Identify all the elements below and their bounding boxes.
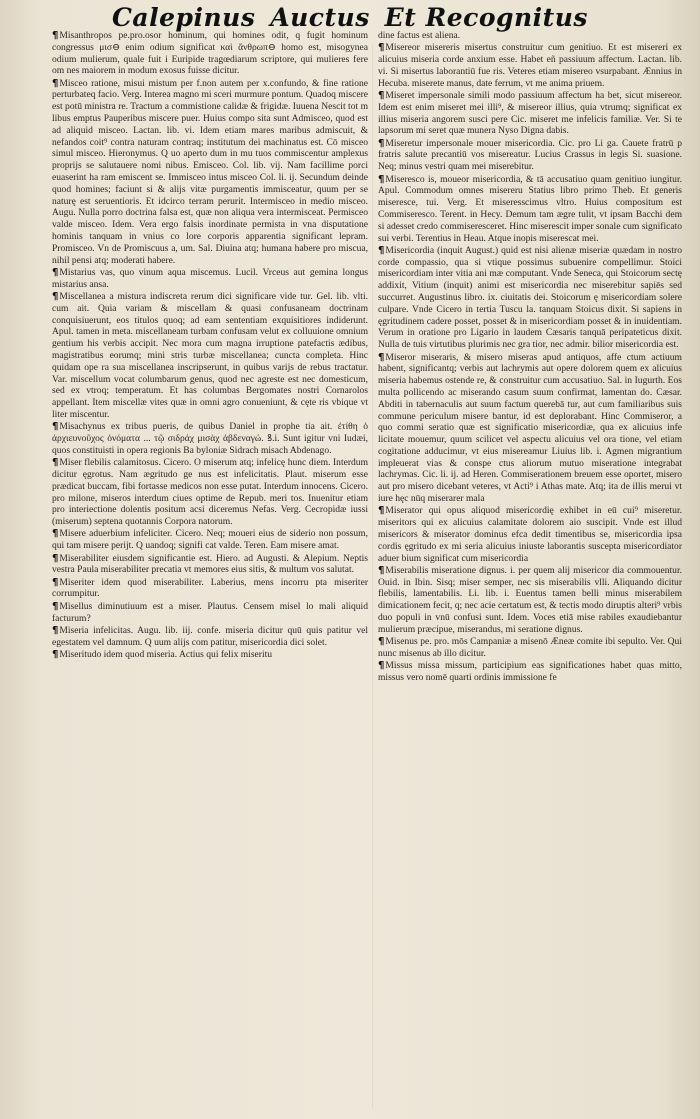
entry-text: Miseriter idem quod miserabiliter. Laberius, mens incorru pta miseriter corrumpitur.: [52, 576, 368, 600]
pilcrow-icon: ¶: [52, 421, 59, 433]
entry-paragraph: [52, 267, 368, 291]
entry-text: Missus missa missum, participium eas significationes habet quas mitto, missus vero nomē quarti ordinis immissione fe: [378, 660, 682, 684]
entry-text: Mistarius vas, quo vinum aqua miscemus. Lucil. Vrceus aut gemina longus mistarius ansa.: [52, 266, 368, 290]
entry-text: Miseretur impersonale mouer misericordia. Cic. pro Li ga. Cauete fratrū p fratris salute precantiū vos misereatur. Lucius Crassus in legis Si. suasione. Neq; minus vestri quam mei miserebitur.: [378, 137, 682, 173]
entry-paragraph: [52, 528, 368, 552]
entry-paragraph: [52, 30, 368, 77]
pilcrow-icon: ¶: [378, 505, 385, 517]
entry-paragraph: [378, 245, 682, 351]
entry-paragraph: [378, 505, 682, 564]
entry-text: Miser flebilis calamitosus. Cicero. O miserum atq; infelicę hunc diem. Interdum dicitur ęgrotus. Nam ægritudo ge nus est infelicitatis. Plaut. miserum esse prædicat buccam, fibi fortasse medicos non esse putat. Interdum innocens. Cicero. pro milone, miseros interdum ciues optime de Repub. meri tos. Inuenitur etiam pro interiectione dolentis positum acsi diceremus Nefas. Verg. Cecropidæ iussi (miserum) septena quotannis Corpora natorum.: [52, 457, 368, 528]
pilcrow-icon: ¶: [52, 624, 59, 636]
column-gutter: [372, 44, 373, 1109]
pilcrow-icon: ¶: [378, 636, 385, 648]
right-column: [378, 30, 682, 1110]
entry-text: Misellus diminutiuum est a miser. Plautus. Censem misel lo mali aliquid facturum?: [52, 600, 368, 624]
entry-paragraph: [52, 577, 368, 601]
entry-paragraph: [378, 90, 682, 137]
pilcrow-icon: ¶: [378, 173, 385, 185]
entry-text: Misceo ratione, misui mistum per f.non autem per x.confundo, & fine ratione perturbateq facio. Verg. Interea magno mi sceri murmure pontum. Quadoq miscere est potū ministra re. Tractum a commistione calidæ & frigidæ. Iuuena Nescit tot m libus emptus Pauperibus miscere puer. Huius compo sita sunt Admisceo, quod est ad aliquid misceo. Lactan. lib. vi. Idem etiam mares maribus admiscuit, & nefandos coit⁹ contra naturam contraq; institutum dei machinatus est. Cō misceo simul misceo. Hieronymus. Q uo aperto dum in mu tuos commiscentur amplexus proprijs se salutauere nomi nibus. Emisceo. Col. lib. vij. Nam facillime porci euaserint ha ram emiscent se. Immisceo intus misceo Col. li. ij. Secundum deinde quod homines; faciunt si & alijs vitæ purgamentis immisceatur, quum per se naturę est seruentioris. Et idcirco terram perurit. Intermisceo in medio misceo. Augu. Nulla porro doctrina falsa est, quæ non aliqua vera intermisceat. Permisceo valde misceo. Idem. Vera ergo falsis inordinate permista in vna disputatione hominis tanquam in vnius co lore corporis apparentia significant lepram. Promisceo. Vn de Promiscuus a, um. Sal. Diuina atq; humana habere pro miscua, nihil pensi atq; moderati habere.: [52, 77, 368, 266]
pilcrow-icon: ¶: [378, 660, 385, 672]
running-head: [0, 0, 700, 34]
entry-text: Miseror miseraris, & misero miseras apud antiquos, affe ctum actiuum habent, significantq; verbis aut lachrymis aut opere dolorem quem ex alicuius miseria habemus ostende re, & construitur cum accusatiuo. Sal. in Iugurth. Eos multa pollicendo ac miserando casum suum confirmat, lamentan do. Cæsar. Abditi in tabernaculis aut suum factum querebā tur, aut cum familiaribus suis commune periculum misere bantur, id est deplorabant. Hinc Commiseror, a quo commi seratio quæ est significatio misericordiæ, qua ex alicuius infe licitate mouemur, quum scilicet vel aspectu alicuius vel ora tione, vel etiam cogitatione adducimur, vt eius misereamur Liuius lib. i. Agmen migrantium impleuerat vias & conspe ctus aliorum mutuo miseratione integrabat lachrymas. Cic. li. ij. ad Heren. Commiserationem breuem esse oportet, misero aut pro misero dicebant veteres, vt Acti⁹ i Athas mate. Atq; ita de illis merui vt iure hęc nūq miserarer mala: [378, 351, 682, 505]
entry-text: Misachynus ex tribus pueris, de quibus Daniel in prophe tia ait. ἐτίθη ὁ ἀρχιευνοῦχος ὀνόματα ... τῷ σιδράχ μισὰχ ἀβδεναγώ. ꝸ.i. Sunt igitur vni Iudæi, quos constituisti in opera regionis Ba byloniæ Sidrach misach Abdenago.: [52, 421, 368, 456]
entry-paragraph: [378, 138, 682, 173]
entry-text: Misericordia (inquit August.) quid est nisi alienæ miseriæ quædam in nostro corde compassio, qua si vtique possimus subuenire compellimur. Stoici misericordiam inter vitia ani mæ computant. Vnde Seneca, qui Stoicorum sectę addixit, Vitium (inquit) animi est misericordia nec miserebitur sapiēs sed succurret. Augustinus libro. ix. ciuitatis dei. Stoicorum ę misericordiam solere culpare. Vnde Cicero in tertia Tuscu la. tanquam Stoicus dixit. Si sapiens in ęgritudinem cadere posset, posset & in misericordiam posset & in inuidentiam. Verum in oratione pro Ligario in laudem Cæsaris tanquā peripateticus dixit. Nulla de tuis virtutibus plurimis nec gra tior, nec admir. bilior misericordia est.: [378, 244, 682, 351]
pilcrow-icon: ¶: [52, 552, 59, 564]
running-head-right: Et Recognitus: [384, 2, 588, 32]
pilcrow-icon: ¶: [52, 30, 59, 41]
entry-paragraph: [378, 42, 682, 89]
pilcrow-icon: ¶: [52, 528, 59, 540]
entry-paragraph: [52, 601, 368, 625]
pilcrow-icon: ¶: [378, 137, 385, 149]
entry-text: Miserabiliter eiusdem significantie est. Hiero. ad Augusti. & Alepium. Neptis vestra Paula miserabiliter precatia vt memores eius sitis, & multum vos salutat.: [52, 552, 368, 576]
entry-paragraph: [52, 78, 368, 267]
pilcrow-icon: ¶: [52, 457, 59, 469]
entry-text: Miserator qui opus aliquod misericordię exhibet in eū cui⁹ miseretur. miseritors qui ex alicuius calamitate dolorem aio suscipit. Vnde est illud misericors & miserator dominus efca dedit timentibus se, misericordia ipsa cordis ęgritudo ex mi seria alicuius iniuste laborantis suscepta misericordiator aduer bium significat cum misericordia: [378, 505, 682, 564]
pilcrow-icon: ¶: [378, 564, 385, 576]
pilcrow-icon: ¶: [52, 266, 59, 278]
pilcrow-icon: ¶: [52, 576, 59, 588]
pilcrow-icon: ¶: [52, 600, 59, 612]
entry-paragraph: [52, 649, 368, 661]
pilcrow-icon: ¶: [52, 648, 59, 660]
entry-paragraph: [378, 30, 682, 42]
pilcrow-icon: ¶: [378, 42, 385, 54]
entry-text: Miseritudo idem quod miseria. Actius qui felix miseritu: [59, 648, 273, 660]
entry-paragraph: [52, 457, 368, 528]
running-head-center: Auctus: [270, 2, 370, 32]
left-column: [52, 30, 368, 1110]
entry-paragraph: [378, 352, 682, 505]
entry-text: Miseria infelicitas. Augu. lib. iij. confe. miseria dicitur quū quis patitur vel egestatem vel damnum. Q uum alijs com patitur, misericordia dici solet.: [52, 624, 368, 648]
entry-text: Miserabilis miseratione dignus. i. per quem alij misericor dia commouentur. Ouid. in Ibin. Sisq; miser semper, nec sis miserabilis vlli. Aliquando dicitur flebilis, lamentabilis. Li. lib. i. Euentus tamen belli minus miserabilem dimicationem fecit, q; nec acie certatum est, & tectis modo diruptis alteri⁹ vrbis duo populi in vnū confusi sunt. Idem. Voces etiā mise rabiles exaudiebantur mulierum præcipue, miserandus, mi seratione dignus.: [378, 564, 682, 635]
entry-paragraph: [378, 636, 682, 660]
running-head-left: Calepinus: [112, 2, 256, 32]
pilcrow-icon: ¶: [378, 351, 385, 363]
pilcrow-icon: ¶: [378, 89, 385, 101]
entry-text: Misere aduerbium infeliciter. Cicero. Neq; moueri eius de siderio non possum, qui tam misere perijt. Q uandoq; signifi cat valde. Teren. Eam misere amat.: [52, 528, 368, 552]
entry-paragraph: [52, 553, 368, 577]
entry-text: Misereor misereris misertus construitur cum genitiuo. Et est misereri ex alicuius miseria corde anxium esse. Habet eñ passiuum affectum. Lactan. lib. vi. Si misertus laborantiū fue ris. Veteres etiam misereo vsurpabant. Ænnius in Hecuba. miserete manus, date ferrum, vt me anima priuem.: [378, 42, 682, 89]
pilcrow-icon: ¶: [378, 244, 385, 256]
entry-text: Misanthropos pe.pro.osor hominum, qui homines odit, q fugit hominum congressus μισ⊖ enim odium significat καὶ ἄνθρωπ⊖ homo est, misogynea odium mulierum, quale fuit i Euripide tragœdiarum scriptore, qui mulieres fere om nes maiorem in modum exosus fuisse dicitur.: [52, 30, 368, 77]
entry-text: Miscellanea a mistura indiscreta rerum dici significare vide tur. Gel. lib. vlti. cum ait. Quia variam & miscellam & quasi confusaneam doctrinam conquisiuerunt, eos titulos quoq; ad eam sententiam exquisitiores indiderunt. Apul. tamen in meta. miscellaneam turbam confusam velut ex colluuione omnium gentium his verbis accipit. Nec mora cum magna irruptione patefactis ædibus, magistratibus eorumq; mini stris turbæ miscellanea; cuncta completa. Hinc quidam ope ra sua miscellanea inscripserunt, in quibus varijs de rebus tractatur. Var. miscellum vocat columbarum genus, quod nec agreste est nec domesticum, sed ex vtroq; temperatum. Et has columbas Bergomates nostri Cornarolos appellant. Item miscellæ vites quæ in omni agro conueniunt, & cęte ris vbique vt liter miscentur.: [52, 291, 368, 420]
pilcrow-icon: ¶: [52, 291, 59, 303]
entry-paragraph: [52, 291, 368, 421]
entry-paragraph: [378, 565, 682, 636]
entry-paragraph: [52, 625, 368, 649]
entry-paragraph: [378, 660, 682, 684]
entry-text: Miseret impersonale simili modo passiuum affectum ha bet, sicut misereor. Idem est enim miseret mei illi⁹, & misereor illius, quia vtrumq; significat ex illius miseria angorem susci pere Cic. miseret me infelicis familiæ. Ver. Si te lapsorum mi seret quæ munera Nyso Digna dabis.: [378, 89, 682, 137]
entry-text: Miseresco is, moueor misericordia, & tā accusatiuo quam genitiuo iungitur. Apul. Commodum omnes misereru Statius libro primo Theb. Et generis miseresce, tui. Verg. Et miseresscimus vltro. Huius compositum est Commiseresco. Terent. in Hecy. Demum tam ægre tulit, vt ipsam Bacchi dem si adesset credo commiseresceret. Hinc miserescit imper sonale cum significato sui verbi. Terentius in Heau. Atque inopis miserescat mei.: [378, 173, 682, 244]
entry-text: Misenus pe. pro. mōs Campaniæ a misenō Æneæ comite ibi sepulto. Ver. Qui nunc misenus ab illo dicitur.: [378, 636, 682, 659]
pilcrow-icon: ¶: [52, 77, 59, 89]
entry-paragraph: [378, 174, 682, 245]
entry-text: dine factus est aliena.: [378, 30, 461, 41]
entry-paragraph: [52, 421, 368, 456]
